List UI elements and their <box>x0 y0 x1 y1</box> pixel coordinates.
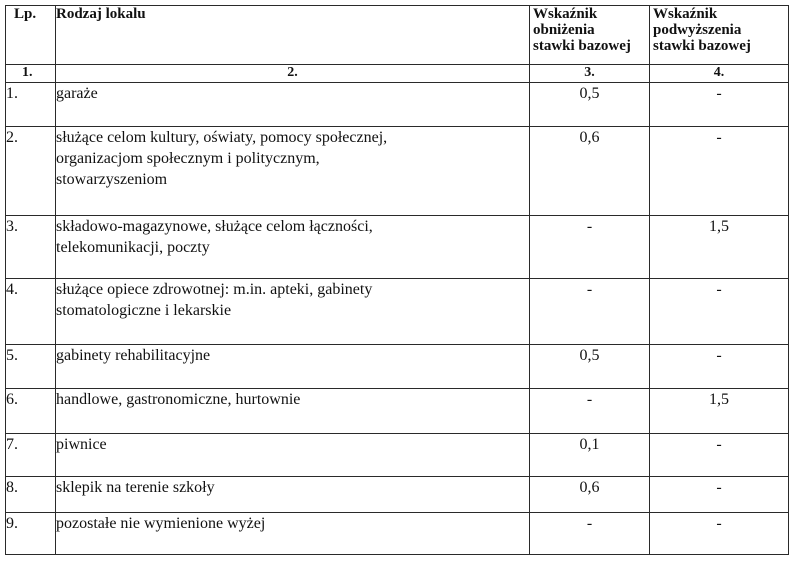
column-number: 4. <box>650 65 789 83</box>
row-number: 1. <box>6 83 56 127</box>
header-increase <box>650 6 789 65</box>
row-number: 8. <box>6 477 56 513</box>
premises-type-line: składowo-magazynowe, służące celom łączności, <box>56 218 373 235</box>
premises-type <box>56 389 530 434</box>
premises-type <box>56 83 530 127</box>
table-row <box>6 127 789 216</box>
increase-rate: - <box>650 127 789 216</box>
premises-type <box>56 513 530 555</box>
increase-rate: - <box>650 434 789 477</box>
row-number: 5. <box>6 345 56 389</box>
premises-type <box>56 279 530 345</box>
premises-type <box>56 127 530 216</box>
premises-type <box>56 477 530 513</box>
decrease-rate: - <box>530 216 650 279</box>
decrease-rate: - <box>530 279 650 345</box>
table-row <box>6 434 789 477</box>
table-row <box>6 83 789 127</box>
increase-rate: - <box>650 477 789 513</box>
header-type: Rodzaj lokalu <box>56 6 530 65</box>
header-increase-line: Wskaźnik <box>653 6 718 22</box>
increase-rate: 1,5 <box>650 389 789 434</box>
premises-type-line: garaże <box>56 85 98 102</box>
table-row <box>6 389 789 434</box>
premises-type <box>56 345 530 389</box>
decrease-rate: - <box>530 389 650 434</box>
rate-table <box>5 5 789 555</box>
header-row <box>6 6 789 65</box>
premises-type <box>56 434 530 477</box>
row-number: 2. <box>6 127 56 216</box>
table-row <box>6 477 789 513</box>
premises-type-line: służące celom kultury, oświaty, pomocy społecznej, <box>56 129 388 146</box>
increase-rate: 1,5 <box>650 216 789 279</box>
premises-type-line: stowarzyszeniom <box>56 171 168 188</box>
increase-rate: - <box>650 513 789 555</box>
header-decrease <box>530 6 650 65</box>
premises-type-line: handlowe, gastronomiczne, hurtownie <box>56 391 301 408</box>
premises-type-line: piwnice <box>56 436 107 453</box>
header-lp: Lp. <box>6 6 56 65</box>
premises-type-line: sklepik na terenie szkoły <box>56 479 215 496</box>
header-increase-line: podwyższenia <box>653 22 742 38</box>
decrease-rate: - <box>530 513 650 555</box>
column-number: 3. <box>530 65 650 83</box>
row-number: 7. <box>6 434 56 477</box>
increase-rate: - <box>650 83 789 127</box>
increase-rate: - <box>650 345 789 389</box>
decrease-rate: 0,6 <box>530 127 650 216</box>
decrease-rate: 0,5 <box>530 83 650 127</box>
header-decrease-line: stawki bazowej <box>533 38 631 54</box>
column-number: 2. <box>56 65 530 83</box>
header-decrease-line: obniżenia <box>533 22 595 38</box>
column-number-row <box>6 65 789 83</box>
table-row <box>6 513 789 555</box>
decrease-rate: 0,1 <box>530 434 650 477</box>
row-number: 3. <box>6 216 56 279</box>
premises-type-line: służące opiece zdrowotnej: m.in. apteki, gabinety <box>56 281 373 298</box>
table-row <box>6 216 789 279</box>
premises-type-line: pozostałe nie wymienione wyżej <box>56 515 266 532</box>
increase-rate: - <box>650 279 789 345</box>
document-page <box>5 5 789 555</box>
header-decrease-line: Wskaźnik <box>533 6 598 22</box>
table-row <box>6 279 789 345</box>
row-number: 6. <box>6 389 56 434</box>
decrease-rate: 0,6 <box>530 477 650 513</box>
premises-type-line: gabinety rehabilitacyjne <box>56 347 211 364</box>
row-number: 9. <box>6 513 56 555</box>
premises-type <box>56 216 530 279</box>
header-increase-line: stawki bazowej <box>653 38 751 54</box>
row-number: 4. <box>6 279 56 345</box>
premises-type-line: organizacjom społecznym i politycznym, <box>56 150 320 167</box>
table-row <box>6 345 789 389</box>
column-number: 1. <box>6 65 56 83</box>
premises-type-line: telekomunikacji, poczty <box>56 239 210 256</box>
premises-type-line: stomatologiczne i lekarskie <box>56 302 232 319</box>
decrease-rate: 0,5 <box>530 345 650 389</box>
